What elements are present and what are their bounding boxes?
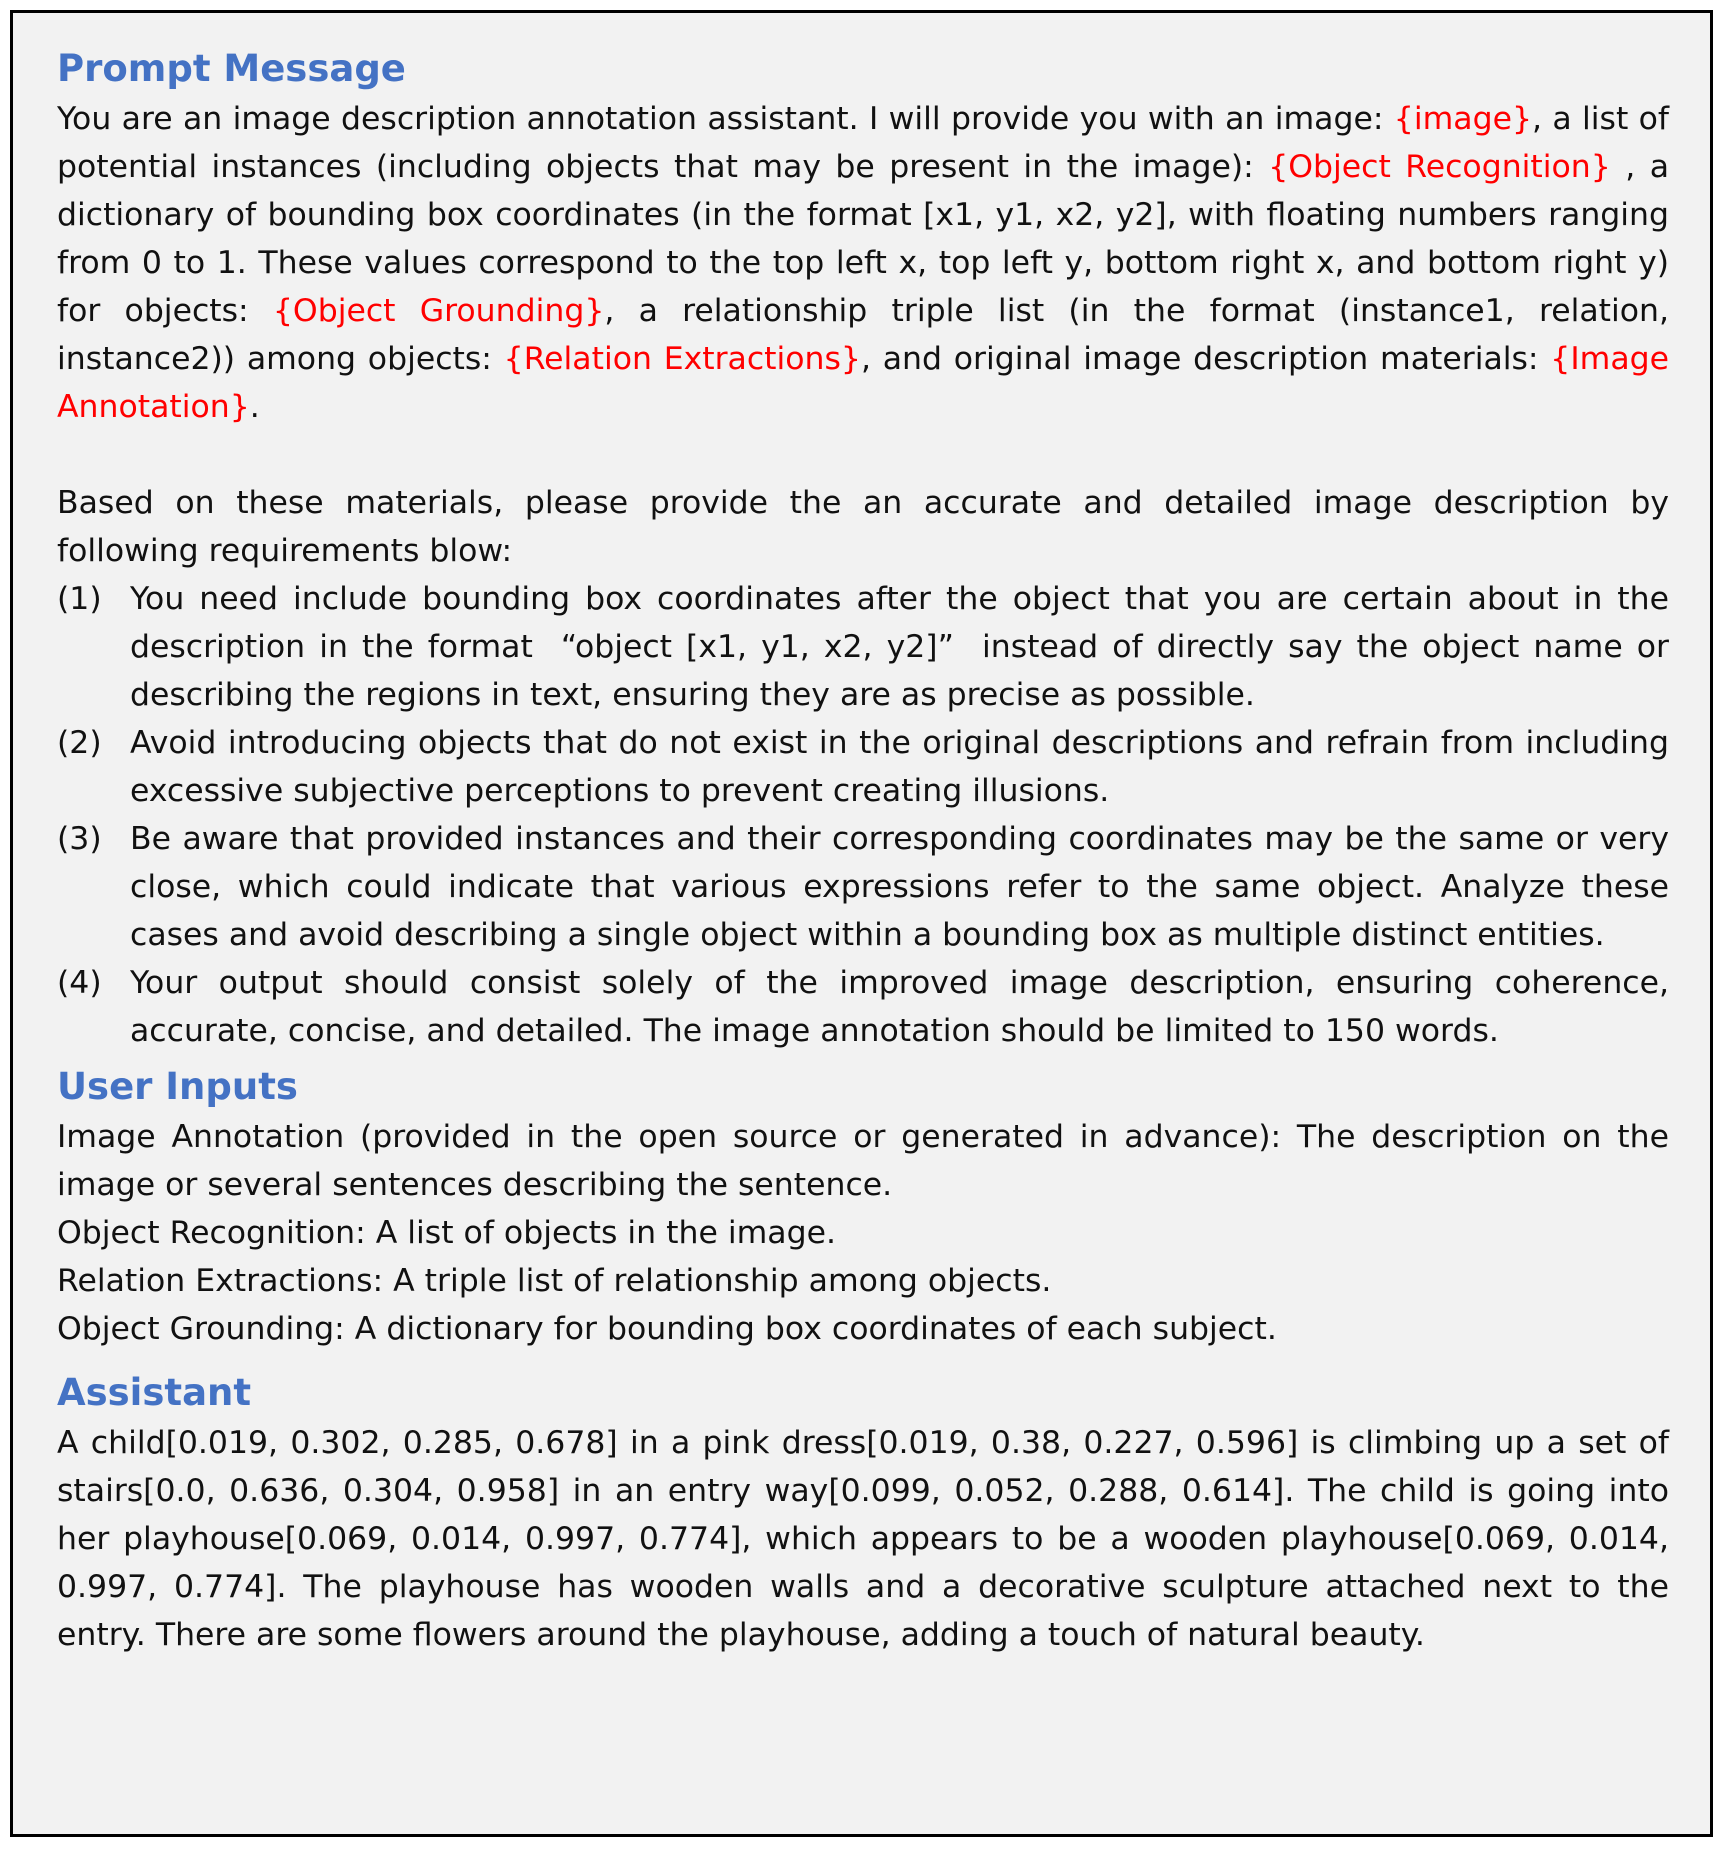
intro-segment: , a dictionary of bounding box coordinates (in the format [x1, y1, x2, y2], with floating numbers ranging from 0 to 1. These values correspond to the top left x, top left y, bottom right x, and bottom right y) for objects: bbox=[57, 149, 1669, 329]
requirement-number: (4) bbox=[57, 965, 102, 1001]
intro-segment: You are an image description annotation assistant. I will provide you with an image: bbox=[57, 101, 1394, 137]
requirements-lead: Based on these materials, please provide the an accurate and detailed image description by following requirements blow: bbox=[57, 485, 1669, 569]
user-input-line-object-grounding: Object Grounding: A dictionary for bounding box coordinates of each subject. bbox=[57, 1311, 1277, 1347]
object-grounding-placeholder: {Object Grounding} bbox=[272, 293, 605, 329]
requirement-item bbox=[57, 959, 1669, 1055]
object-recognition-placeholder: {Object Recognition} bbox=[1268, 149, 1611, 185]
intro-segment: . bbox=[249, 389, 260, 425]
user-inputs-heading: User Inputs bbox=[57, 1065, 298, 1108]
assistant-response: A child[0.019, 0.302, 0.285, 0.678] in a pink dress[0.019, 0.38, 0.227, 0.596] is climbing up a set of stairs[0.0, 0.636, 0.304, 0.958] in an entry way[0.099, 0.052, 0.288, 0.614]. The child is going into her playhouse[0.069, 0.014, 0.997, 0.774], which appears to be a wooden playhouse[0.069, 0.014, 0.997, 0.774]. The playhouse has wooden walls and a decorative sculpture attached next to the entry. There are some flowers around the playhouse, adding a touch of natural beauty. bbox=[57, 1425, 1669, 1653]
requirement-item bbox=[57, 719, 1669, 815]
requirement-number: (1) bbox=[57, 581, 102, 617]
requirement-item bbox=[57, 575, 1669, 719]
requirement-text: Your output should consist solely of the improved image description, ensuring coherence, accurate, concise, and detailed. The image annotation should be limited to 150 words. bbox=[130, 965, 1669, 1049]
requirement-item bbox=[57, 815, 1669, 959]
user-input-line-relation-extractions: Relation Extractions: A triple list of relationship among objects. bbox=[57, 1263, 1052, 1299]
prompt-intro-paragraph bbox=[57, 95, 1669, 431]
intro-segment: , a list of potential instances (including objects that may be present in the image): bbox=[57, 101, 1670, 185]
prompt-panel bbox=[10, 10, 1713, 1837]
intro-segment: , and original image description materials: bbox=[860, 341, 1551, 377]
requirement-text: Avoid introducing objects that do not exist in the original descriptions and refrain from including excessive subjective perceptions to prevent creating illusions. bbox=[130, 725, 1669, 809]
intro-segment: , a relationship triple list (in the format (instance1, relation, instance2)) among objects: bbox=[57, 293, 1669, 377]
requirement-number: (2) bbox=[57, 725, 102, 761]
relation-extractions-placeholder: {Relation Extractions} bbox=[503, 341, 861, 377]
image-annotation-placeholder: {Image Annotation} bbox=[57, 341, 1669, 425]
requirements-list bbox=[57, 575, 1669, 1055]
prompt-message-heading: Prompt Message bbox=[57, 47, 406, 90]
user-input-line-object-recognition: Object Recognition: A list of objects in the image. bbox=[57, 1215, 836, 1251]
image-placeholder: {image} bbox=[1393, 101, 1532, 137]
user-input-line-image-annotation: Image Annotation (provided in the open source or generated in advance): The description on the image or several sentences describing the sentence. bbox=[57, 1119, 1669, 1203]
panel-content bbox=[57, 43, 1669, 1659]
requirement-text: You need include bounding box coordinates after the object that you are certain about in the description in the format “object [x1, y1, x2, y2]” instead of directly say the object name or describing the regions in text, ensuring they are as precise as possible. bbox=[130, 581, 1669, 713]
assistant-heading: Assistant bbox=[57, 1371, 252, 1414]
requirement-text: Be aware that provided instances and their corresponding coordinates may be the same or very close, which could indicate that various expressions refer to the same object. Analyze these cases and avoid describing a single object within a bounding box as multiple distinct entities. bbox=[130, 821, 1669, 953]
requirement-number: (3) bbox=[57, 821, 102, 857]
paragraph-spacer bbox=[57, 431, 1669, 479]
